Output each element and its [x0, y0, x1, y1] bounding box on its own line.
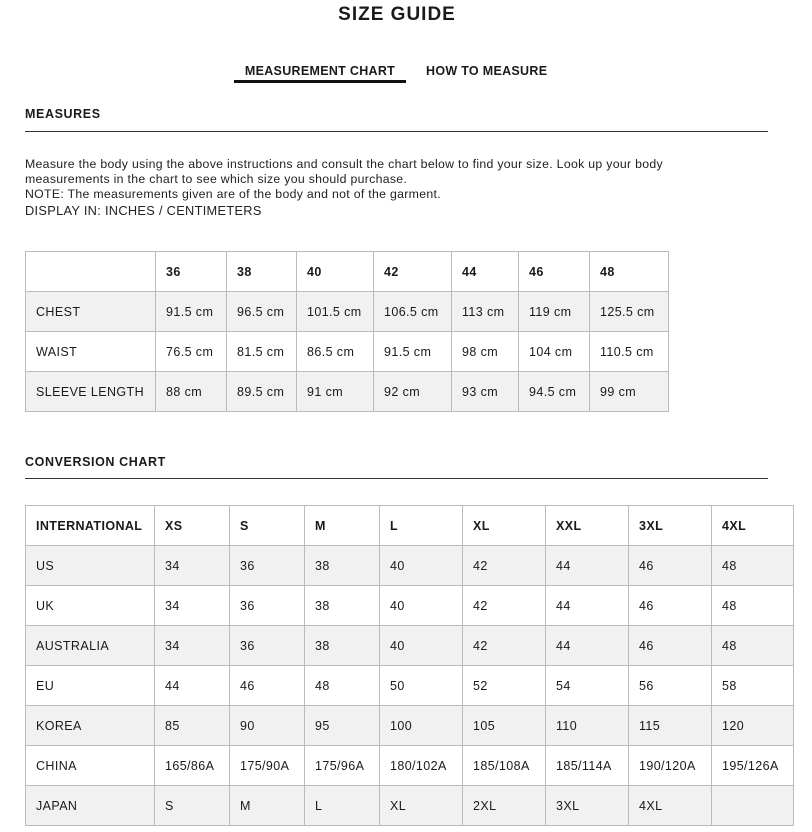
table-cell: 115 — [629, 706, 712, 746]
table-cell: 36 — [230, 626, 305, 666]
tab-how-to-measure[interactable]: HOW TO MEASURE — [426, 64, 548, 78]
table-cell: 38 — [305, 586, 380, 626]
row-label: CHEST — [26, 292, 156, 332]
size-column-header: M — [305, 506, 380, 546]
table-cell: 36 — [230, 546, 305, 586]
row-label-header — [26, 252, 156, 292]
table-cell: 76.5 cm — [156, 332, 227, 372]
note-text: NOTE: The measurements given are of the body and not of the garment. — [25, 187, 441, 201]
table-cell: 92 cm — [374, 372, 452, 412]
measures-heading: MEASURES — [25, 107, 101, 121]
table-cell: 40 — [380, 586, 463, 626]
size-column-header: XS — [155, 506, 230, 546]
table-cell: 104 cm — [519, 332, 590, 372]
table-cell: 195/126A — [712, 746, 794, 786]
measurement-table — [25, 251, 669, 412]
table-cell: 91.5 cm — [156, 292, 227, 332]
table-cell: 180/102A — [380, 746, 463, 786]
table-header-row — [26, 252, 669, 292]
size-column-header: 44 — [452, 252, 519, 292]
row-label: AUSTRALIA — [26, 626, 155, 666]
table-cell: 110.5 cm — [590, 332, 669, 372]
table-cell: 42 — [463, 626, 546, 666]
table-row — [26, 786, 794, 826]
table-row — [26, 746, 794, 786]
table-cell: 48 — [712, 586, 794, 626]
table-row — [26, 626, 794, 666]
table-cell: 46 — [629, 586, 712, 626]
table-cell: 58 — [712, 666, 794, 706]
table-cell: 88 cm — [156, 372, 227, 412]
table-cell: 54 — [546, 666, 629, 706]
table-cell: S — [155, 786, 230, 826]
display-units-label: DISPLAY IN: — [25, 203, 105, 218]
table-cell: 44 — [546, 586, 629, 626]
table-cell: 4XL — [629, 786, 712, 826]
table-cell: 38 — [305, 626, 380, 666]
size-column-header: XL — [463, 506, 546, 546]
row-label: SLEEVE LENGTH — [26, 372, 156, 412]
table-cell: 44 — [155, 666, 230, 706]
row-label: EU — [26, 666, 155, 706]
size-column-header: 36 — [156, 252, 227, 292]
table-cell: 85 — [155, 706, 230, 746]
table-row — [26, 332, 669, 372]
table-cell: 46 — [629, 546, 712, 586]
tab-measurement-chart[interactable]: MEASUREMENT CHART — [234, 64, 406, 83]
row-label-header: INTERNATIONAL — [26, 506, 155, 546]
centimeters-toggle[interactable]: CENTIMETERS — [166, 203, 262, 218]
table-cell: 48 — [305, 666, 380, 706]
table-cell: 34 — [155, 626, 230, 666]
table-cell: 46 — [629, 626, 712, 666]
table-cell: M — [230, 786, 305, 826]
table-cell: 93 cm — [452, 372, 519, 412]
table-cell: 113 cm — [452, 292, 519, 332]
row-label: CHINA — [26, 746, 155, 786]
row-label: UK — [26, 586, 155, 626]
size-column-header: 48 — [590, 252, 669, 292]
instructions-text: Measure the body using the above instructions and consult the chart below to find your size. Look up your body measurements in the chart to see which size you should purchase. — [25, 157, 663, 186]
table-row — [26, 372, 669, 412]
table-cell: 119 cm — [519, 292, 590, 332]
table-header-row — [26, 506, 794, 546]
size-column-header: XXL — [546, 506, 629, 546]
row-label: WAIST — [26, 332, 156, 372]
table-cell: L — [305, 786, 380, 826]
table-cell: 56 — [629, 666, 712, 706]
table-cell: 190/120A — [629, 746, 712, 786]
display-units — [25, 203, 725, 218]
size-column-header: 4XL — [712, 506, 794, 546]
table-cell: 101.5 cm — [297, 292, 374, 332]
size-column-header: 38 — [227, 252, 297, 292]
table-cell: 38 — [305, 546, 380, 586]
conversion-table — [25, 505, 794, 826]
conversion-heading: CONVERSION CHART — [25, 455, 166, 469]
table-row — [26, 292, 669, 332]
table-row — [26, 546, 794, 586]
size-column-header: 42 — [374, 252, 452, 292]
table-cell: 44 — [546, 626, 629, 666]
table-cell: 165/86A — [155, 746, 230, 786]
row-label: JAPAN — [26, 786, 155, 826]
row-label: US — [26, 546, 155, 586]
table-cell: 44 — [546, 546, 629, 586]
table-cell: 91 cm — [297, 372, 374, 412]
row-label: KOREA — [26, 706, 155, 746]
conversion-divider — [25, 478, 768, 479]
table-row — [26, 706, 794, 746]
table-cell: 36 — [230, 586, 305, 626]
table-cell — [712, 786, 794, 826]
table-cell: 34 — [155, 586, 230, 626]
measures-description — [25, 157, 725, 218]
size-column-header: L — [380, 506, 463, 546]
size-column-header: 46 — [519, 252, 590, 292]
table-cell: 89.5 cm — [227, 372, 297, 412]
table-cell: 106.5 cm — [374, 292, 452, 332]
table-cell: 3XL — [546, 786, 629, 826]
table-cell: 175/96A — [305, 746, 380, 786]
inches-toggle[interactable]: INCHES — [104, 203, 156, 218]
table-cell: 125.5 cm — [590, 292, 669, 332]
table-cell: 98 cm — [452, 332, 519, 372]
table-cell: 96.5 cm — [227, 292, 297, 332]
table-cell: 48 — [712, 546, 794, 586]
table-cell: 86.5 cm — [297, 332, 374, 372]
table-cell: 185/108A — [463, 746, 546, 786]
table-cell: 48 — [712, 626, 794, 666]
table-cell: 185/114A — [546, 746, 629, 786]
table-cell: 34 — [155, 546, 230, 586]
table-cell: 95 — [305, 706, 380, 746]
table-cell: 94.5 cm — [519, 372, 590, 412]
table-cell: 100 — [380, 706, 463, 746]
table-cell: 52 — [463, 666, 546, 706]
table-cell: 105 — [463, 706, 546, 746]
table-row — [26, 586, 794, 626]
table-cell: 46 — [230, 666, 305, 706]
table-cell: 99 cm — [590, 372, 669, 412]
table-cell: XL — [380, 786, 463, 826]
page-title: SIZE GUIDE — [338, 4, 456, 25]
table-cell: 91.5 cm — [374, 332, 452, 372]
size-column-header: 3XL — [629, 506, 712, 546]
size-column-header: 40 — [297, 252, 374, 292]
table-cell: 81.5 cm — [227, 332, 297, 372]
table-cell: 110 — [546, 706, 629, 746]
units-separator: / — [155, 203, 167, 218]
table-cell: 42 — [463, 546, 546, 586]
table-cell: 175/90A — [230, 746, 305, 786]
table-row — [26, 666, 794, 706]
measures-divider — [25, 131, 768, 132]
table-cell: 42 — [463, 586, 546, 626]
table-cell: 40 — [380, 626, 463, 666]
table-cell: 90 — [230, 706, 305, 746]
table-cell: 2XL — [463, 786, 546, 826]
table-cell: 120 — [712, 706, 794, 746]
size-column-header: S — [230, 506, 305, 546]
table-cell: 50 — [380, 666, 463, 706]
table-cell: 40 — [380, 546, 463, 586]
